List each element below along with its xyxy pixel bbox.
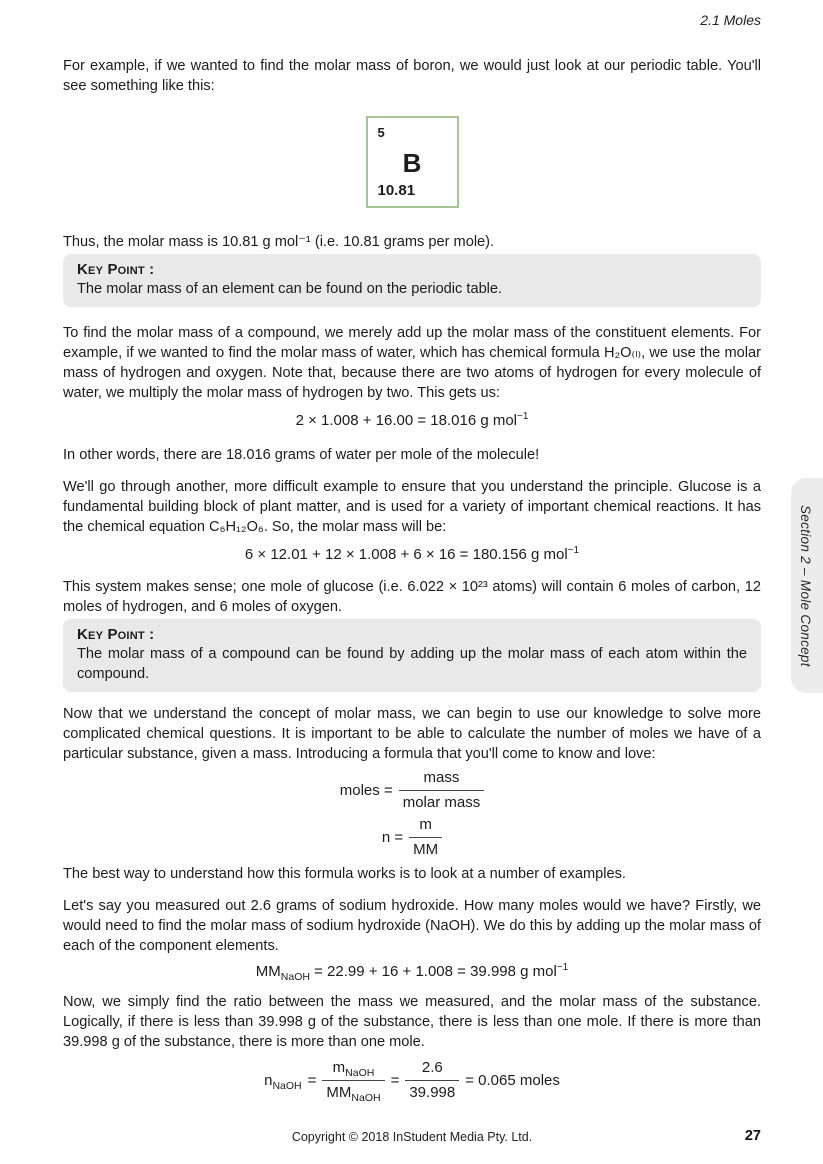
equation-moles-words	[63, 768, 761, 813]
paragraph-molar-mass-result: Thus, the molar mass is 10.81 g mol⁻¹ (i.e. 10.81 grams per mole).	[63, 234, 495, 250]
copyright-text: Copyright © 2018 InStudent Media Pty. Ltd.	[291, 1130, 533, 1144]
fraction	[409, 815, 442, 860]
paragraph-best-way: The best way to understand how this formula works is to look at a number of examples.	[63, 866, 626, 882]
section-side-tab	[791, 478, 823, 693]
key-point-label: Key Point :	[77, 261, 155, 278]
fraction-numerator: m	[419, 816, 432, 833]
fraction	[322, 1058, 384, 1103]
equation-glucose	[63, 545, 761, 565]
periodic-table-element-boron	[366, 116, 459, 208]
equation-subscript: NaOH	[280, 971, 310, 983]
equation-exponent: −1	[517, 411, 529, 422]
fraction-denominator: 39.998	[405, 1080, 459, 1103]
equation-subscript: NaOH	[345, 1067, 375, 1079]
equation-lhs: n =	[381, 828, 404, 846]
key-point-text: The molar mass of an element can be found on the periodic table.	[77, 281, 503, 297]
paragraph-system-makes-sense: This system makes sense; one mole of glucose (i.e. 6.022 × 10²³ atoms) will contain 6 moles of carbon, 12 moles of hydrogen, and 6 moles of oxygen.	[63, 579, 761, 615]
equation-subscript: NaOH	[351, 1092, 381, 1104]
key-point-text: The molar mass of a compound can be found by adding up the molar mass of each atom within the compound.	[77, 646, 747, 682]
equation-n-formula	[63, 815, 761, 860]
fraction	[405, 1058, 459, 1103]
equation-result: = 0.065 moles	[465, 1071, 560, 1089]
equals-sign: =	[390, 1071, 400, 1089]
fraction-denominator: $MM_{NaOH}$	[322, 1080, 384, 1103]
paragraph-intro-boron: For example, if we wanted to find the molar mass of boron, we would just look at our periodic table. You'll see something like this:	[63, 58, 761, 94]
atomic-mass: 10.81	[377, 182, 416, 199]
page-number: 27	[744, 1128, 761, 1144]
equation-lhs: $n_{NaOH}$	[264, 1071, 302, 1092]
key-point-box-2	[63, 619, 761, 692]
paragraph-introduce-formula: Now that we understand the concept of molar mass, we can begin to use our knowledge to solve more complicated chemical questions. It is important to be able to calculate the number of moles we have of a particular substance, given a mass. Introducing a formula that you'll come to know and love:	[63, 706, 761, 762]
equation-exponent: −1	[556, 962, 569, 973]
fraction-denominator: MM	[409, 837, 442, 860]
equation-lhs: moles =	[339, 781, 393, 799]
page-footer	[63, 1130, 761, 1150]
equation-mm-naoh	[63, 962, 761, 982]
running-header: 2.1 Moles	[700, 12, 761, 28]
paragraph-naoh-example: Let's say you measured out 2.6 grams of sodium hydroxide. How many moles would we have? Firstly, we would need to find the molar mass of sodium hydroxide (NaOH). We do this by adding up the molar mass of each of the component elements.	[63, 898, 761, 954]
paragraph-ratio: Now, we simply find the ratio between the mass we measured, and the molar mass of the substance. Logically, if there is less than 39.998 g of the substance, there is less than one mole. If there is more than 39.998 g of the substance, there is more than one mole.	[63, 994, 761, 1050]
key-point-label: Key Point :	[77, 626, 155, 643]
fraction	[399, 768, 485, 813]
fraction-numerator: mass	[423, 769, 460, 786]
equation-body: 2 × 1.008 + 16.00 = 18.016 g mol$^{-1}$	[295, 411, 529, 429]
paragraph-glucose: We'll go through another, more difficult example to ensure that you understand the principle. Glucose is a fundamental building block of plant matter, and is used for a variety of important chemical reactions. It has the chemical equation C₆H₁₂O₆. So, the molar mass will be:	[63, 479, 761, 535]
atomic-number: 5	[377, 125, 385, 140]
element-symbol: B	[402, 148, 422, 178]
paragraph-water-grams: In other words, there are 18.016 grams of water per mole of the molecule!	[63, 447, 540, 463]
equation-subscript: NaOH	[272, 1079, 302, 1092]
equation-n-naoh	[63, 1058, 761, 1103]
fraction-numerator: 2.6	[421, 1059, 443, 1076]
equation-body: 6 × 12.01 + 12 × 1.008 + 6 × 16 = 180.156 g mol$^{-1}$	[244, 545, 580, 563]
fraction-numerator: $m_{NaOH}$	[332, 1059, 375, 1079]
fraction-denominator: molar mass	[399, 790, 485, 813]
section-side-tab-label: Section 2 – Mole Concept	[798, 504, 813, 667]
element-box-container	[63, 116, 761, 208]
key-point-box-1	[63, 254, 761, 307]
equals-sign: =	[307, 1071, 317, 1089]
paragraph-compound-molar-mass: To find the molar mass of a compound, we merely add up the molar mass of the constituent elements. For example, if we wanted to find the molar mass of water, which has chemical formula H₂O₍ₗ₎, we use the molar mass of hydrogen and oxygen. Note that, because there are two atoms of hydrogen for every molecule of water, we multiply the molar mass of hydrogen by two. This gets us:	[63, 325, 761, 401]
equation-exponent: −1	[567, 545, 580, 556]
equation-body: $MM_{NaOH} = 22.99 + 16 + 1.008 = 39.998$ g mol$^{-1}$	[255, 962, 569, 983]
equation-water	[63, 411, 761, 431]
